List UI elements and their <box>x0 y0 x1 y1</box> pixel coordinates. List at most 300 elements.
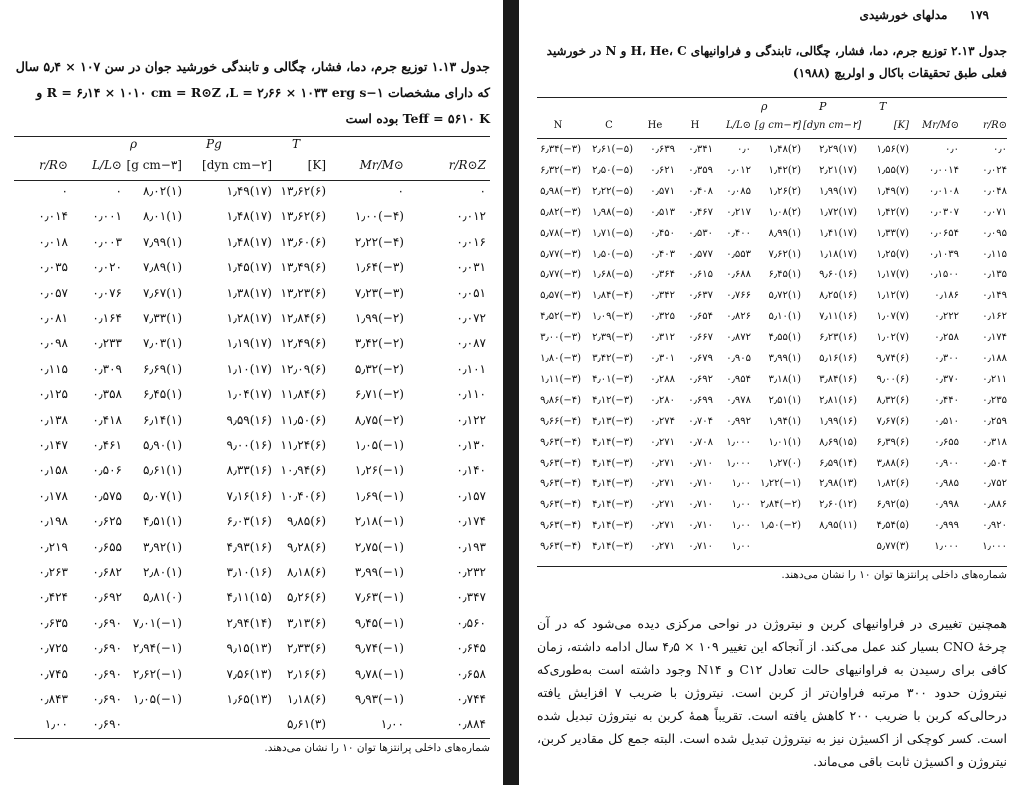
table-cell: ۰٫۵۰۴ <box>982 457 1007 469</box>
table-cell: ۱٫۰۰(−۴) <box>354 209 404 224</box>
table-cell: ۰٫۰۰۳ <box>92 234 122 249</box>
table-cell: ۰٫۹۹۸ <box>934 499 959 511</box>
table-cell: ۰٫۰۴۸ <box>982 185 1007 197</box>
table-cell: ۳٫۹۹(−۱) <box>354 565 404 579</box>
table-cell: ۰٫۶۹۰ <box>92 641 122 656</box>
table-cell: ۰٫۱۱۵ <box>982 248 1007 260</box>
table-cell: ۱۲٫۸۴(۶) <box>280 311 326 325</box>
table-cell: ۹٫۶۳(−۴) <box>540 520 581 532</box>
table-cell: ۶٫۴۵(۱) <box>768 269 801 281</box>
table-cell: ۹٫۱۵(۱۳) <box>226 641 272 656</box>
table-cell: ۰٫۳۵۸ <box>92 387 122 402</box>
column-header: [g cm−۳] <box>754 120 801 131</box>
table-cell: ۱٫۹۹(۱۷) <box>819 185 857 197</box>
table-cell: ۰٫۰۷۱ <box>982 206 1007 218</box>
column-header: He <box>647 120 663 131</box>
table-cell: ۲٫۲۲(−۵) <box>592 185 633 197</box>
table-top-rule <box>14 136 490 137</box>
table-cell: ۰٫۹۲۰ <box>982 520 1007 532</box>
table-cell: ۶٫۷۱(−۲) <box>354 387 404 402</box>
table-cell: ۰٫۱۹۳ <box>456 539 486 554</box>
table-cell: ۷٫۲۳(−۳) <box>354 285 404 300</box>
table-cell: ۲٫۲۱(۱۷) <box>819 164 857 176</box>
running-head <box>819 8 989 22</box>
table-cell: ۰٫۹۰۰ <box>934 457 959 469</box>
table-cell: ۱٫۱۸(۶) <box>286 692 326 706</box>
table-cell: ۵٫۹۸(−۳) <box>540 185 581 197</box>
column-header: N <box>553 120 563 131</box>
table-cell: ۱٫۹۴(۱) <box>768 415 801 427</box>
table-cell: ۰٫۷۴۵ <box>38 666 68 681</box>
table-cell: ۱۰٫۹۴(۶) <box>280 463 326 478</box>
table-cell: ۱٫۰۷(۷) <box>876 311 909 323</box>
table-cell: ۱٫۰۴(۱۷) <box>226 387 272 402</box>
table-cell: ۳٫۱۰(۱۶) <box>226 565 272 579</box>
table-cell: ۴٫۹۳(۱۶) <box>226 539 272 554</box>
table-cell: ۰٫۴۶۷ <box>688 206 713 218</box>
table-cell: ۰٫۰۷۲ <box>456 311 486 325</box>
table-cell: ۰٫۶۷۹ <box>688 353 713 364</box>
table-cell: ۸٫۳۳(۱۶) <box>226 463 272 478</box>
table-cell: ۰٫۹۹۲ <box>726 415 751 427</box>
table-cell: ۶٫۹۲(۵) <box>876 499 909 511</box>
table-cell: ۰٫۶۵۵ <box>92 539 122 554</box>
table-cell: ۴٫۵۲(−۳) <box>540 311 581 323</box>
table-cell: ۰٫۱۸۶ <box>934 290 959 302</box>
table-cell: ۱۳٫۶۰(۶) <box>280 234 326 249</box>
table-cell: ۱٫۰۰۰ <box>726 457 751 469</box>
table-cell: ۰٫۳۱۲ <box>650 332 675 344</box>
table-cell: ۰٫۰۳۰۷ <box>928 206 959 218</box>
table-cell: ۵٫۸۱(۰) <box>142 590 182 605</box>
table-cell: ۵٫۹۰(۱) <box>142 438 182 452</box>
table-cell: ۱۱٫۸۴(۶) <box>280 387 326 402</box>
table-cell: ۱٫۰۰ <box>731 541 751 553</box>
table-cell: ۰٫۶۴۵ <box>456 641 486 656</box>
table-cell: ۸٫۹۵(۱۱) <box>819 520 857 532</box>
table-cell: ۰٫۴۲۴ <box>38 590 68 605</box>
table-cell: ۶٫۴۵(۱) <box>142 387 182 402</box>
table-cell: ۰٫۶۲۱ <box>650 164 675 176</box>
table-cell: ۰٫۷۱۰ <box>688 541 713 553</box>
table-cell: ۰٫۲۵۹ <box>982 415 1007 427</box>
table-cell: ۸٫۱۸(۶) <box>286 565 326 579</box>
table-cell: ۱٫۰۸(۲) <box>768 206 801 218</box>
table-cell: ۸٫۰۲(۱) <box>142 184 182 198</box>
table-cell: ۰٫۱۰۱ <box>456 361 486 376</box>
right-page <box>519 0 1024 785</box>
table-cell: ۱٫۵۰(−۲) <box>760 520 801 532</box>
book-gutter <box>503 0 519 785</box>
table-cell: ۰٫۲۳۵ <box>982 394 1007 406</box>
column-header: H <box>690 120 700 131</box>
table-cell: ۲٫۶۲(−۱) <box>132 666 182 681</box>
column-header: [dyn cm−۲] <box>202 158 272 172</box>
table-cell: ۷٫۶۳(−۱) <box>354 590 404 605</box>
table-cell: ۰٫۵۱۳ <box>650 206 675 218</box>
table-cell: ۶٫۳۹(۶) <box>876 436 909 448</box>
table-cell: ۴٫۱۱(۱۵) <box>226 590 272 605</box>
table-cell: ۲٫۳۹(−۳) <box>592 332 633 344</box>
column-header: r/R⊙ <box>982 120 1007 131</box>
table-cell: ۹٫۷۸(−۱) <box>354 666 404 681</box>
table-cell: ۹٫۶۳(−۴) <box>540 457 581 469</box>
table-bottom-rule <box>537 566 1007 567</box>
table-cell: ۰٫۲۷۴ <box>650 415 675 427</box>
table-1-13-footnote: شماره‌های داخلی پرانتزها توان ۱۰ را نشان می‌دهند. <box>264 742 490 754</box>
table-cell: ۰٫۰۱۰۸ <box>928 185 959 197</box>
table-cell: ۱۳٫۴۹(۶) <box>280 260 326 275</box>
table-cell: ۰٫۷۰۸ <box>688 436 713 448</box>
table-cell: ۰٫۶۹۰ <box>92 717 122 732</box>
table-cell: ۹٫۰۰(۶) <box>876 373 909 385</box>
table-cell: ۰٫۰۲۰ <box>92 260 122 275</box>
table-cell: ۸٫۶۹(۱۵) <box>819 436 857 448</box>
table-cell: ۰ <box>479 184 486 198</box>
table-cell: ۰٫۲۳۲ <box>456 565 486 579</box>
table-cell: ۸٫۰۱(۱) <box>142 209 182 224</box>
table-top-rule <box>537 97 1007 98</box>
table-cell: ۰٫۰۶۵۴ <box>928 227 959 239</box>
table-cell: ۱٫۱۸(۱۷) <box>819 248 857 260</box>
table-cell: ۰٫۰۸۵ <box>726 185 751 197</box>
table-cell: ۱٫۳۳(۷) <box>876 227 909 239</box>
table-cell: ۳٫۴۲(−۲) <box>354 336 404 351</box>
table-cell: ۰٫۶۳۵ <box>38 615 68 630</box>
table-cell: ۰٫۳۰۱ <box>650 353 675 364</box>
table-cell: ۰٫۳۴۷ <box>456 590 486 605</box>
table-cell: ۹٫۷۴(−۱) <box>354 641 404 656</box>
column-header-top: T <box>879 100 887 113</box>
table-cell: ۷٫۵۶(۱۳) <box>226 666 272 681</box>
table-cell: ۰٫۹۷۸ <box>726 394 751 406</box>
table-cell: ۰٫۹۸۵ <box>934 478 959 490</box>
column-header-top: ρ <box>761 100 768 113</box>
left-page <box>0 0 503 785</box>
table-cell: ۱٫۴۸(۲) <box>768 144 801 155</box>
table-cell: ۶٫۲۳(۱۶) <box>819 332 857 344</box>
table-cell: ۰٫۱۶۲ <box>982 311 1007 323</box>
table-cell: ۱٫۶۵(۱۳) <box>226 692 272 706</box>
column-header: L/L⊙ <box>91 158 122 172</box>
table-cell: ۵٫۱۰(۱) <box>768 311 801 323</box>
table-cell: ۱٫۰۰۰ <box>726 436 751 448</box>
table-cell: ۲٫۸۰(۱) <box>142 565 182 579</box>
table-cell: ۵٫۶۱(۱) <box>142 463 182 478</box>
column-header: [dyn cm−۲] <box>803 120 862 131</box>
table-cell: ۷٫۹۹(۱) <box>142 234 182 249</box>
table-cell: ۹٫۲۸(۶) <box>286 539 326 554</box>
table-cell: ۷٫۳۳(۱) <box>142 311 182 325</box>
table-cell: ۰٫۷۶۶ <box>726 290 751 302</box>
table-cell: ۴٫۱۲(−۳) <box>592 394 633 406</box>
table-cell: ۰٫۵۳۰ <box>688 227 713 239</box>
table-cell: ۰٫۱۲۵ <box>38 387 68 402</box>
table-cell: ۹٫۹۳(−۱) <box>354 692 404 706</box>
table-cell: ۰٫۶۵۸ <box>456 666 486 681</box>
table-cell: ۱۳٫۶۲(۶) <box>280 209 326 224</box>
table-cell: ۱٫۸۰(−۳) <box>540 353 581 364</box>
table-cell: ۰٫۶۵۵ <box>934 436 959 448</box>
table-cell: ۹٫۶۳(−۴) <box>540 436 581 448</box>
table-cell: ۰٫۹۰۵ <box>726 353 751 364</box>
table-cell: ۰٫۴۰۸ <box>688 185 713 197</box>
table-cell: ۰٫۱۴۷ <box>38 438 68 452</box>
table-cell: ۱٫۲۶(−۱) <box>354 463 404 478</box>
table-cell: ۰٫۲۷۱ <box>650 436 675 448</box>
table-cell: ۰٫۵۰۶ <box>92 463 122 478</box>
table-cell: ۰٫۲۶۳ <box>38 565 68 579</box>
table-cell: ۰٫۵۱۰ <box>934 415 959 427</box>
table-cell: ۳٫۸۴(۱۶) <box>819 373 857 385</box>
table-cell: ۵٫۸۲(−۳) <box>540 206 581 218</box>
table-cell: ۹٫۷۴(۶) <box>876 353 909 364</box>
table-cell: ۳٫۹۲(۱) <box>142 539 182 554</box>
table-cell: ۰٫۲۳۳ <box>92 336 122 351</box>
table-cell: ۰٫۱۷۸ <box>38 488 68 503</box>
table-cell: ۹٫۸۵(۶) <box>286 514 326 529</box>
table-cell: ۰٫۲۱۹ <box>38 539 68 554</box>
table-cell: ۰٫۷۴۴ <box>456 692 486 706</box>
table-cell: ۴٫۱۳(−۳) <box>592 415 633 427</box>
table-cell: ۷٫۶۲(۱) <box>768 248 801 260</box>
table-cell: ۰٫۲۷۱ <box>650 520 675 532</box>
table-cell: ۵٫۳۲(−۲) <box>354 361 404 376</box>
table-cell: ۵٫۶۱(۳) <box>286 717 326 732</box>
column-header: Mr/M⊙ <box>359 158 404 172</box>
table-cell: ۰٫۱۱۰ <box>456 387 486 402</box>
table-cell: ۴٫۱۴(−۳) <box>592 457 633 469</box>
table-cell: ۰٫۷۱۰ <box>688 499 713 511</box>
table-cell: ۱٫۱۹(۱۷) <box>226 336 272 351</box>
table-bottom-rule <box>14 738 490 739</box>
table-cell: ۷٫۱۱(۱۶) <box>819 311 857 323</box>
table-cell: ۲٫۶۰(۱۲) <box>819 499 857 511</box>
table-cell: ۲٫۲۹(۱۷) <box>819 144 857 155</box>
table-cell: ۷٫۶۷(۱) <box>142 285 182 300</box>
table-cell: ۱٫۰۰ <box>380 717 404 732</box>
table-cell: ۴٫۱۴(−۳) <box>592 499 633 511</box>
table-cell: ۱٫۷۱(−۵) <box>592 227 633 239</box>
table-cell: ۰٫۰۱۴ <box>38 209 68 224</box>
table-cell: ۱٫۰۹(−۳) <box>592 311 633 323</box>
table-cell: ۱٫۵۶(۷) <box>876 144 909 155</box>
body-paragraph: همچنین تغییری در فراوانیهای کربن و نیتروژن در نواحی مرکزی دیده می‌شود که در آن چرخهٔ CNO بسیار کند عمل می‌کند. از آنجاکه این تغییر ۱۰۹ × ۴٫۵ سال ادامه داشته، زمان کافی برای رسیدن به فراوانیهای حالت تعادل C۱۲ و N۱۴ وجود داشته است به‌طوری‌که نیتروژن حدود ۳۰۰ مرتبه فراوان‌تر از کربن است. نیتروژن با ضریب ۷ افزایش یافته درحالی‌که کربن با ضریب ۲۰۰ کاهش یافته است. تقریباً همهٔ کربن به نیتروژن تبدیل شده است. کسر کوچکی از اکسیژن نیز به نیتروژن تبدیل شده است. البته جمع کل مقادیر کربن، نیتروژن و اکسیژن ثابت باقی می‌ماند. <box>537 616 1007 769</box>
table-cell: ۰٫۱۴۰ <box>456 463 486 478</box>
table-cell: ۱٫۴۸(۱۷) <box>226 234 272 249</box>
column-header: Mr/M⊙ <box>921 120 959 131</box>
column-header: C <box>605 120 613 131</box>
table-cell: ۱٫۹۹(−۲) <box>354 311 404 325</box>
table-cell: ۰٫۱۲۲ <box>456 412 486 427</box>
table-cell: ۰٫۰۹۵ <box>982 227 1007 239</box>
table-cell: ۲٫۹۸(۱۳) <box>819 478 857 490</box>
table-cell: ۱٫۲۲(−۱) <box>760 478 801 490</box>
table-cell: ۸٫۲۵(۱۶) <box>819 290 857 302</box>
table-cell: ۱٫۰۰ <box>44 717 68 732</box>
table-cell: ۱٫۰۰ <box>731 499 751 511</box>
table-cell: ۰٫۴۰۳ <box>650 248 675 260</box>
column-header: r/R⊙ <box>39 158 68 172</box>
table-cell: ۰٫۰۹۸ <box>38 336 68 351</box>
table-cell: ۳٫۰۰(−۳) <box>540 332 581 344</box>
column-header-top: T <box>292 137 301 151</box>
table-cell: ۷٫۰۳(۱) <box>142 336 182 351</box>
table-cell: ۱٫۱۷(۷) <box>876 269 909 281</box>
table-cell: ۰٫۹۹۹ <box>934 520 959 532</box>
table-cell: ۰ <box>115 184 122 198</box>
table-cell: ۵٫۷۲(۱) <box>768 290 801 302</box>
column-header-top: Pg <box>206 137 222 151</box>
table-cell: ۲٫۶۱(−۵) <box>592 144 633 155</box>
table-cell: ۱٫۰۰ <box>731 478 751 490</box>
table-2-13-caption: جدول ۲.۱۳ توزیع جرم، دما، فشار، چگالی، تابندگی و فراوانیهای H، He، C و N در خورشید فعلی طبق تحقیقات باکال و اولریچ (۱۹۸۸) <box>546 44 1007 80</box>
table-cell: ۰٫۰ <box>737 144 751 155</box>
table-cell: ۰٫۰۲۴ <box>982 164 1007 176</box>
table-cell: ۲٫۷۵(−۱) <box>354 539 404 554</box>
table-cell: ۰٫۶۶۷ <box>688 332 713 344</box>
table-cell: ۰٫۷۰۴ <box>688 415 713 427</box>
table-cell: ۳٫۱۸(۱) <box>768 373 801 385</box>
table-cell: ۰٫۶۳۹ <box>650 144 675 155</box>
table-cell: ۰٫۱۸۸ <box>982 353 1007 364</box>
table-cell: ۰٫۴۶۱ <box>92 438 122 452</box>
table-cell: ۰٫۲۸۰ <box>650 394 675 406</box>
table-cell: ۴٫۵۵(۱) <box>768 332 801 344</box>
table-cell: ۹٫۰۰(۱۶) <box>226 438 272 452</box>
table-cell: ۰٫۸۸۶ <box>982 499 1007 511</box>
table-cell: ۰٫۱۳۵ <box>982 269 1007 281</box>
table-cell: ۹٫۶۳(−۴) <box>540 478 581 490</box>
table-cell: ۰٫۶۳۷ <box>688 290 713 302</box>
table-cell: ۰ <box>397 184 404 198</box>
running-head-title: مدلهای خورشیدی <box>859 8 948 22</box>
table-cell: ۴٫۵۱(۱) <box>142 514 182 529</box>
table-cell: ۰٫۵۷۷ <box>688 248 713 260</box>
table-cell: ۰٫۵۶۰ <box>456 615 486 630</box>
table-cell: ۱٫۴۹(۷) <box>876 185 909 197</box>
table-cell: ۰٫۷۱۰ <box>688 457 713 469</box>
table-cell: ۰٫۶۹۰ <box>92 692 122 706</box>
table-cell: ۰٫۰۷۶ <box>92 285 122 300</box>
table-cell: ۰٫۳۴۱ <box>688 144 713 155</box>
table-cell: ۰٫۴۴۰ <box>934 394 959 406</box>
table-cell: ۶٫۶۹(۱) <box>142 361 182 376</box>
table-cell: ۵٫۷۷(−۳) <box>540 248 581 260</box>
table-cell: ۱٫۴۹(۱۷) <box>226 184 272 198</box>
table-cell: ۰ <box>61 184 68 198</box>
table-cell: ۰٫۱۷۴ <box>982 332 1007 344</box>
table-cell: ۵٫۱۶(۱۶) <box>819 353 857 364</box>
table-cell: ۵٫۷۷(۳) <box>876 541 909 553</box>
table-cell: ۰٫۲۷۱ <box>650 541 675 553</box>
table-cell: ۰٫۷۱۰ <box>688 520 713 532</box>
table-cell: ۱٫۰۱(۱) <box>768 436 801 448</box>
table-cell: ۱٫۴۲(۲) <box>768 164 801 176</box>
column-header: L/L⊙ <box>725 120 751 131</box>
table-cell: ۰٫۳۰۰ <box>934 353 959 364</box>
table-cell: ۰٫۶۹۲ <box>92 590 122 605</box>
table-cell: ۵٫۵۷(−۳) <box>540 290 581 302</box>
table-cell: ۰٫۹۵۴ <box>726 373 751 385</box>
table-2-13-footnote: شماره‌های داخلی پرانتزها توان ۱۰ را نشان می‌دهند. <box>781 569 1007 581</box>
table-cell: ۰٫۲۷۱ <box>650 457 675 469</box>
table-cell: ۰٫۶۹۹ <box>688 394 713 406</box>
table-cell: ۰٫۷۵۲ <box>982 478 1007 490</box>
table-cell: ۴٫۰۱(−۳) <box>592 373 633 385</box>
table-cell: ۰٫۳۴۲ <box>650 290 675 302</box>
table-cell: ۵٫۷۸(−۳) <box>540 227 581 239</box>
table-cell: ۴٫۱۴(−۳) <box>592 436 633 448</box>
table-cell: ۶٫۳۴(−۳) <box>540 144 581 155</box>
table-cell: ۰٫۰۰۱۴ <box>928 164 959 176</box>
table-cell: ۳٫۱۳(۶) <box>286 615 326 630</box>
table-cell: ۱٫۹۹(۱۶) <box>819 415 857 427</box>
table-cell: ۷٫۱۶(۱۶) <box>226 488 272 503</box>
table-cell: ۰٫۶۵۴ <box>688 311 713 323</box>
table-cell: ۰٫۲۷۱ <box>650 499 675 511</box>
table-cell: ۹٫۶۰(۱۶) <box>819 269 857 281</box>
table-cell: ۱٫۱۲(۷) <box>876 290 909 302</box>
table-cell: ۴٫۵۴(۵) <box>876 520 909 532</box>
header-rule <box>14 180 490 181</box>
table-cell: ۰٫۰۱۲ <box>456 209 486 224</box>
table-cell: ۱۰٫۴۰(۶) <box>280 488 326 503</box>
table-cell: ۲٫۹۴(−۱) <box>132 641 182 656</box>
table-cell: ۰٫۱۳۸ <box>38 412 68 427</box>
table-cell: ۴٫۱۴(−۳) <box>592 541 633 553</box>
table-cell: ۳٫۸۸(۶) <box>876 457 909 469</box>
table-cell: ۰٫۶۹۲ <box>688 373 713 385</box>
table-cell: ۲٫۵۱(۱) <box>768 394 801 406</box>
table-cell: ۱۳٫۲۳(۶) <box>280 285 326 300</box>
column-header-top: P <box>819 100 827 113</box>
table-cell: ۰٫۰۱۶ <box>456 234 486 249</box>
table-cell: ۷٫۸۹(۱) <box>142 260 182 275</box>
table-cell: ۰٫۰۸۱ <box>38 311 68 325</box>
table-cell: ۶٫۰۳(۱۶) <box>226 514 272 529</box>
table-cell: ۲٫۲۲(−۴) <box>354 234 404 249</box>
table-cell: ۶٫۳۲(−۳) <box>540 164 581 176</box>
table-cell: ۰٫۱۴۹ <box>982 290 1007 302</box>
table-cell: ۱٫۰۰ <box>731 520 751 532</box>
table-cell: ۸٫۳۲(۶) <box>876 394 909 406</box>
table-cell: ۵٫۷۷(−۳) <box>540 269 581 281</box>
table-cell: ۰٫۴۰۰ <box>726 227 751 239</box>
table-cell: ۴٫۱۴(−۳) <box>592 520 633 532</box>
table-cell: ۱٫۴۸(۱۷) <box>226 209 272 224</box>
table-cell: ۱۲٫۴۹(۶) <box>280 336 326 351</box>
header-rule <box>537 138 1007 139</box>
table-cell: ۰٫۲۱۷ <box>726 206 751 218</box>
table-cell: ۱٫۰۰۰ <box>982 541 1007 553</box>
column-header-top: ρ <box>130 137 138 151</box>
table-cell: ۱٫۰۰۰ <box>934 541 959 553</box>
table-cell: ۰٫۱۶۴ <box>92 311 122 325</box>
table-cell: ۰٫۰ <box>993 144 1007 155</box>
table-cell: ۱۱٫۲۴(۶) <box>280 438 326 452</box>
table-cell: ۰٫۳۱۸ <box>982 436 1007 448</box>
column-header: [K] <box>307 158 326 172</box>
table-cell: ۱٫۰۵(−۱) <box>354 438 404 452</box>
table-cell: ۰٫۵۷۱ <box>650 185 675 197</box>
table-cell: ۱٫۴۲(۷) <box>876 206 909 218</box>
table-cell: ۲٫۵۰(−۵) <box>592 164 633 176</box>
table-cell: ۰٫۶۸۸ <box>726 269 751 281</box>
table-cell: ۰٫۷۱۰ <box>688 478 713 490</box>
table-cell: ۹٫۵۹(۱۶) <box>226 412 272 427</box>
table-cell: ۱٫۸۲(۶) <box>876 478 909 490</box>
